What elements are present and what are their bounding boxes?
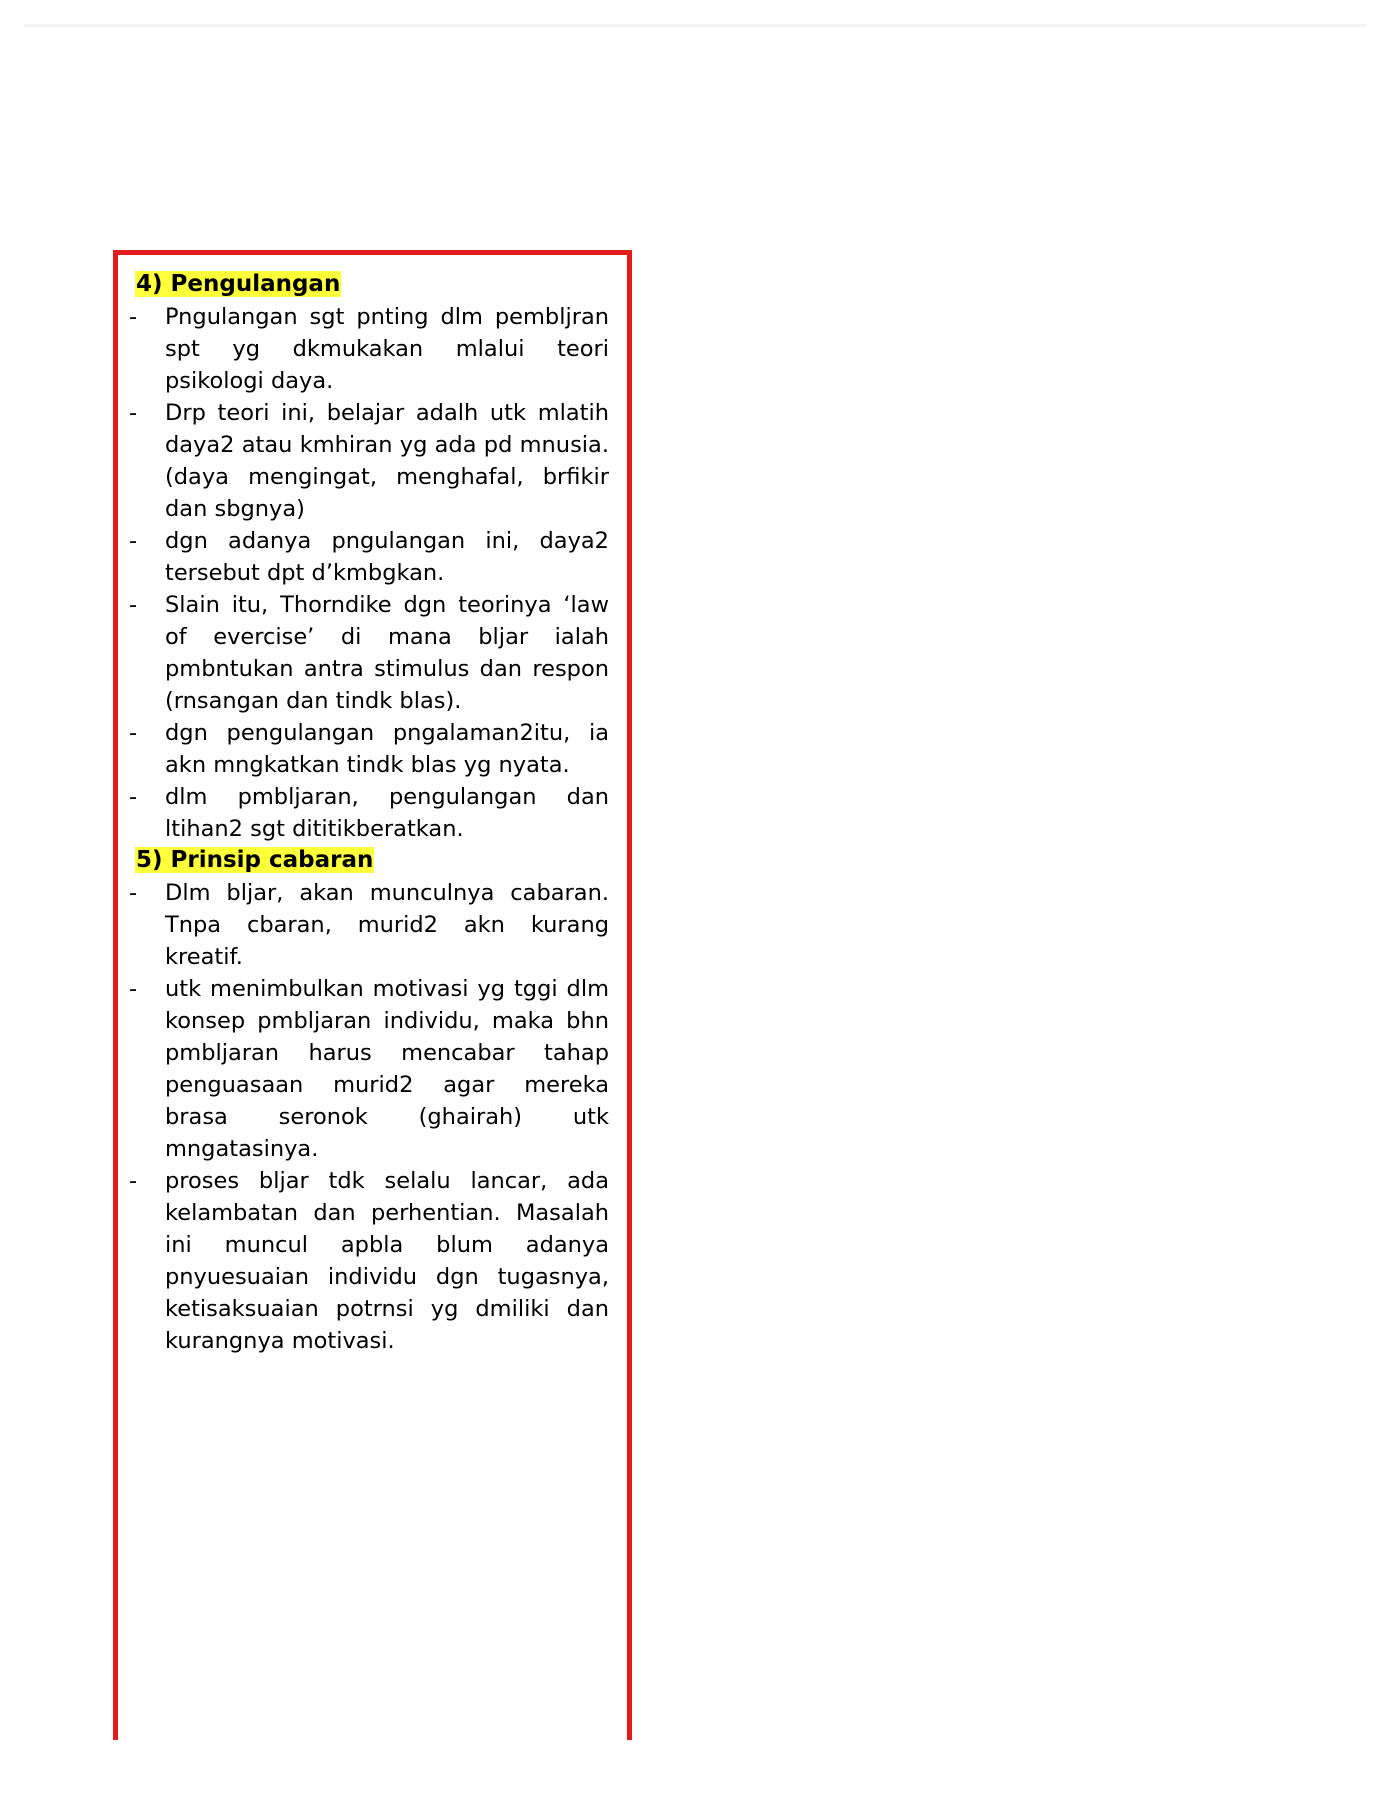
dash-bullet: - [129, 976, 138, 1002]
list-item-text: dgn pengulangan pngalaman2itu, ia akn mngkatkan tindk blas yg nyata. [165, 720, 609, 778]
section-pengulangan [118, 269, 627, 845]
list-item-text: dlm pmbljaran, pengulangan dan ltihan2 sgt dititikberatkan. [165, 784, 609, 842]
list-item [118, 525, 627, 589]
dash-bullet: - [129, 880, 138, 906]
list-item-text: proses bljar tdk selalu lancar, ada kelambatan dan perhentian. Masalah ini muncul apbla blum adanya pnyuesuaian individu dgn tugasnya, ketisaksuaian potrnsi yg dmiliki dan kurangnya motivasi. [165, 1168, 609, 1354]
page-top-rule [24, 24, 1366, 27]
section-heading [135, 845, 627, 875]
dash-bullet: - [129, 784, 138, 810]
dash-bullet: - [129, 720, 138, 746]
list-item-text: Dlm bljar, akan munculnya cabaran. Tnpa cbaran, murid2 akn kurang kreatif. [165, 880, 609, 970]
bullet-list [118, 877, 627, 1357]
section-prinsip-cabaran [118, 845, 627, 1357]
list-item [118, 589, 627, 717]
list-item [118, 973, 627, 1165]
list-item [118, 877, 627, 973]
dash-bullet: - [129, 400, 138, 426]
list-item [118, 717, 627, 781]
bullet-list [118, 301, 627, 845]
dash-bullet: - [129, 592, 138, 618]
list-item-text: Pngulangan sgt pnting dlm pembljran spt yg dkmukakan mlalui teori psikologi daya. [165, 304, 609, 394]
list-item-text: Drp teori ini, belajar adalh utk mlatih daya2 atau kmhiran yg ada pd mnusia. (daya mengingat, menghafal, brfikir dan sbgnya) [165, 400, 609, 522]
list-item [118, 1165, 627, 1357]
section-heading [135, 269, 627, 299]
list-item [118, 301, 627, 397]
list-item [118, 397, 627, 525]
dash-bullet: - [129, 1168, 138, 1194]
list-item-text: Slain itu, Thorndike dgn teorinya ‘law of evercise’ di mana bljar ialah pmbntukan antra stimulus dan respon (rnsangan dan tindk blas). [165, 592, 609, 714]
notes-box [113, 250, 632, 1740]
highlighted-heading-text: 5) Prinsip cabaran [136, 847, 374, 873]
highlighted-heading-text: 4) Pengulangan [136, 271, 341, 297]
list-item-text: utk menimbulkan motivasi yg tggi dlm konsep pmbljaran individu, maka bhn pmbljaran harus mencabar tahap penguasaan murid2 agar mereka brasa seronok (ghairah) utk mngatasinya. [165, 976, 609, 1162]
dash-bullet: - [129, 528, 138, 554]
dash-bullet: - [129, 304, 138, 330]
list-item [118, 781, 627, 845]
list-item-text: dgn adanya pngulangan ini, daya2 tersebut dpt d’kmbgkan. [165, 528, 609, 586]
